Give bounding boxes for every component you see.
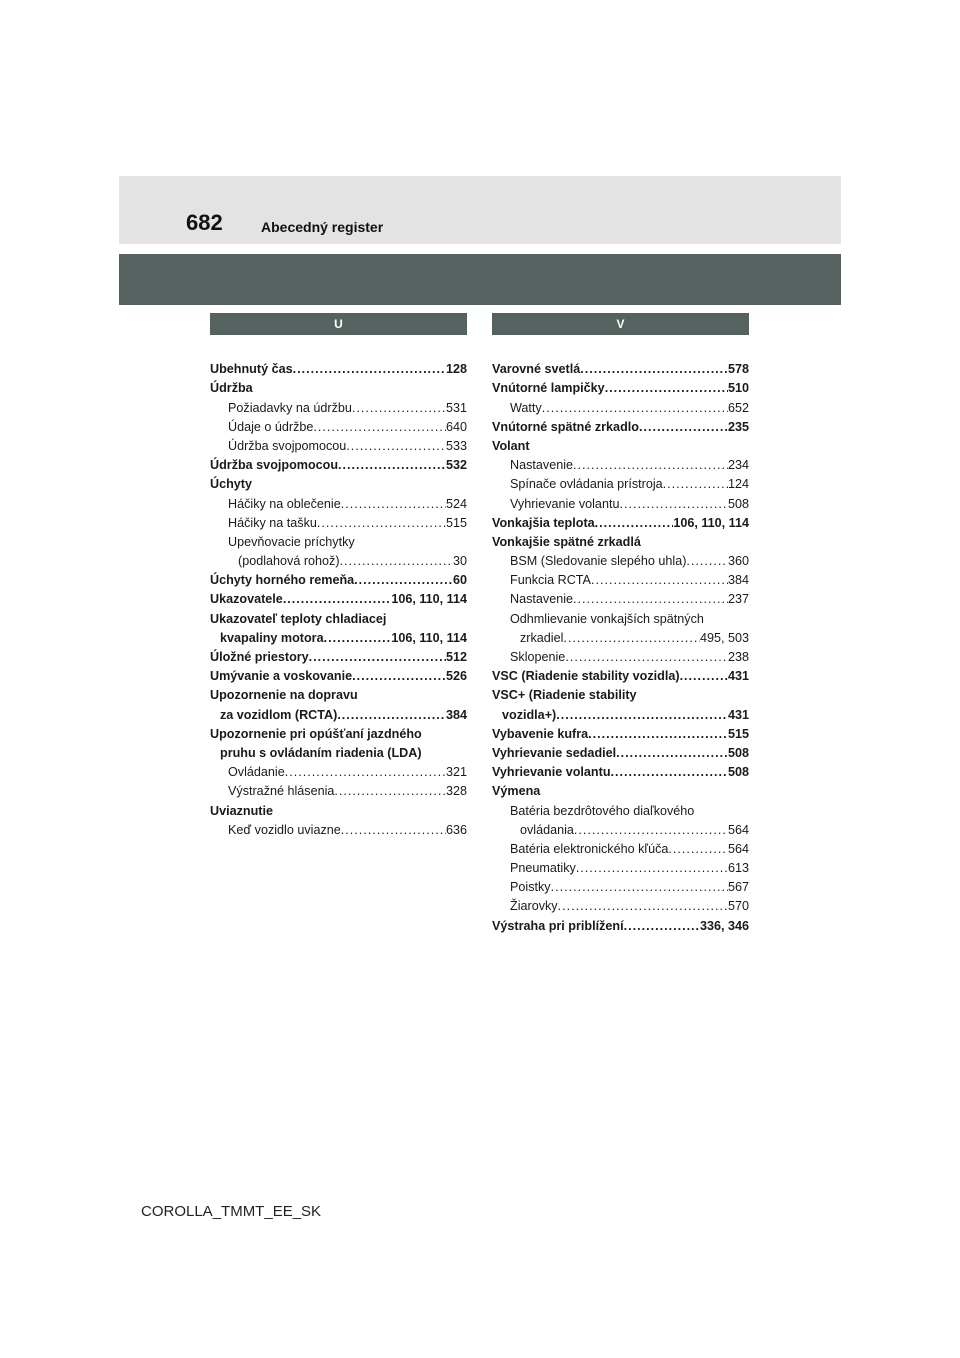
index-entry (492, 913, 749, 932)
entry-page-ref: 238 (727, 650, 749, 664)
dot-leader (285, 765, 446, 779)
index-column-v (492, 313, 749, 933)
entry-term: za vozidlom (RCTA) (220, 707, 338, 722)
entry-page-ref: 336, 346 (699, 918, 749, 933)
entry-page-ref: 526 (445, 669, 467, 684)
entry-term: Vonkajšie spätné zrkadlá (492, 534, 641, 549)
index-entry (492, 626, 749, 645)
index-entry (210, 568, 467, 587)
entry-term: VSC (Riadenie stability vozidla) (492, 669, 680, 684)
index-entry (492, 530, 749, 549)
index-entry (492, 491, 749, 510)
entry-page-ref: 431 (727, 669, 749, 684)
entry-page-ref: 640 (445, 419, 467, 434)
chapter-band (119, 254, 841, 305)
entry-term: Spínače ovládania prístroja (510, 477, 663, 492)
page-number: 682 (186, 210, 223, 235)
entry-page-ref: 321 (445, 765, 467, 780)
entry-term: Umývanie a voskovanie (210, 669, 353, 684)
index-entry (492, 511, 749, 530)
entry-term: Ukazovateľ teploty chladiacej (210, 611, 387, 626)
index-entry (210, 434, 467, 453)
index-entry (492, 683, 749, 702)
index-entry (210, 722, 467, 741)
index-entry (492, 376, 749, 395)
letter-heading-u: U (210, 313, 467, 335)
index-entry (210, 626, 467, 645)
index-entry (210, 453, 467, 472)
entry-term: Ukazovatele (210, 592, 283, 607)
dot-leader (558, 899, 728, 913)
entry-page-ref: 128 (445, 362, 467, 377)
entry-term: Údržba svojpomocou (210, 458, 339, 473)
index-entry (210, 549, 467, 568)
dot-leader (542, 401, 728, 415)
dot-leader (293, 362, 446, 376)
entry-page-ref: 235 (727, 419, 749, 434)
dot-leader (573, 458, 728, 472)
index-entry (210, 779, 467, 798)
index-entry (492, 741, 749, 760)
index-entry (492, 549, 749, 568)
index-entry (492, 818, 749, 837)
index-entry (492, 606, 749, 625)
entry-term: Výstraha pri priblížení (492, 918, 624, 933)
entry-page-ref: 431 (727, 707, 749, 722)
index-entry (210, 760, 467, 779)
index-entry (492, 395, 749, 414)
dot-leader (309, 650, 446, 664)
entry-term: Úložné priestory (210, 650, 309, 664)
index-entry (210, 818, 467, 837)
index-entry (210, 376, 467, 395)
index-entry (492, 722, 749, 741)
entry-page-ref: 328 (445, 784, 467, 799)
dot-leader (556, 708, 728, 722)
index-entry (210, 664, 467, 683)
index-entry (492, 645, 749, 664)
dot-leader (605, 381, 728, 395)
dot-leader (346, 439, 446, 453)
entry-page-ref: 384 (727, 573, 749, 588)
entry-page-ref: 570 (727, 899, 749, 914)
entry-term: Údržba (210, 381, 253, 396)
index-entry (492, 702, 749, 721)
entry-page-ref: 512 (445, 650, 467, 664)
dot-leader (619, 497, 728, 511)
dot-leader (317, 516, 446, 530)
dot-leader (663, 477, 728, 491)
dot-leader (551, 880, 728, 894)
entry-term: Vyhrievanie volantu (510, 496, 620, 511)
entry-page-ref: 524 (445, 496, 467, 511)
index-entry (210, 645, 467, 664)
dot-leader (334, 784, 446, 798)
entry-term: Batéria bezdrôtového diaľkového (510, 803, 695, 818)
entry-term: Vonkajšia teplota (492, 515, 595, 530)
entry-page-ref: 508 (727, 765, 749, 780)
index-entry (492, 664, 749, 683)
dot-leader (563, 631, 700, 645)
index-entry (492, 798, 749, 817)
index-entry (210, 491, 467, 510)
entry-page-ref: 510 (727, 381, 749, 396)
entry-term: Vybavenie kufra (492, 726, 589, 741)
index-entry (210, 606, 467, 625)
index-entry (492, 434, 749, 453)
entry-page-ref: 532 (445, 458, 467, 473)
entry-term: Údržba svojpomocou (228, 438, 347, 453)
entry-page-ref: 515 (727, 726, 749, 741)
entry-term: Upozornenie pri opúšťaní jazdného (210, 726, 422, 741)
letter-heading-v: V (492, 313, 749, 335)
dot-leader (680, 669, 728, 683)
index-entry (492, 568, 749, 587)
entry-term: Nastavenie (510, 458, 574, 473)
entry-term: Volant (492, 438, 530, 453)
dot-leader (595, 516, 674, 530)
index-entry (492, 875, 749, 894)
dot-leader (624, 919, 700, 933)
entry-term: Funkcia RCTA (510, 573, 591, 588)
dot-leader (283, 592, 392, 606)
entry-term: Požiadavky na údržbu (228, 400, 352, 415)
index-entry (210, 472, 467, 491)
section-title: Abecedný register (261, 219, 384, 235)
dot-leader (337, 708, 446, 722)
dot-leader (591, 573, 728, 587)
index-entry (492, 587, 749, 606)
entry-term: Nastavenie (510, 592, 574, 607)
entry-page-ref: 495, 503 (699, 630, 749, 645)
dot-leader (616, 746, 728, 760)
entry-page-ref: 652 (727, 400, 749, 415)
entry-term: Výstražné hlásenia (228, 784, 335, 799)
index-entry (210, 530, 467, 549)
dot-leader (611, 765, 728, 779)
entry-term: pruhu s ovládaním riadenia (LDA) (220, 745, 422, 760)
index-entry (210, 415, 467, 434)
index-entry (210, 511, 467, 530)
index-entry (492, 837, 749, 856)
entry-page-ref: 508 (727, 745, 749, 760)
dot-leader (352, 401, 446, 415)
index-entry (492, 760, 749, 779)
entry-term: Varovné svetlá (492, 362, 581, 377)
entry-page-ref: 531 (445, 400, 467, 415)
dot-leader (588, 727, 728, 741)
entry-term: Údaje o údržbe (228, 419, 314, 434)
document-code: COROLLA_TMMT_EE_SK (141, 1203, 322, 1220)
index-entry (492, 453, 749, 472)
entry-term: Úchyty horného remeňa (210, 573, 355, 588)
entry-term: Pneumatiky (510, 861, 576, 876)
dot-leader (639, 420, 728, 434)
entry-term: kvapaliny motora (220, 630, 324, 645)
entry-term: Vnútorné spätné zrkadlo (492, 419, 639, 434)
entry-page-ref: 234 (727, 458, 749, 473)
entry-term: ovládania (520, 822, 574, 837)
entry-page-ref: 533 (445, 438, 467, 453)
entry-term: Ubehnutý čas (210, 362, 293, 377)
entry-page-ref: 124 (727, 477, 749, 492)
entry-term: Batéria elektronického kľúča (510, 841, 669, 856)
index-entry (210, 741, 467, 760)
index-entry (492, 894, 749, 913)
dot-leader (338, 458, 446, 472)
index-entry (492, 415, 749, 434)
entry-page-ref: 106, 110, 114 (391, 630, 467, 645)
entry-page-ref: 564 (727, 841, 749, 856)
dot-leader (341, 823, 446, 837)
index-entry (210, 683, 467, 702)
entry-term: Ovládanie (228, 765, 285, 780)
index-entry (492, 856, 749, 875)
entry-page-ref: 636 (445, 822, 467, 837)
dot-leader (313, 420, 446, 434)
entry-page-ref: 106, 110, 114 (673, 515, 749, 530)
index-entries-u (210, 357, 467, 837)
entry-term: zrkadiel (520, 630, 564, 645)
entry-page-ref: 360 (727, 554, 749, 569)
entry-page-ref: 384 (445, 707, 467, 722)
index-entry (210, 395, 467, 414)
dot-leader (574, 823, 728, 837)
entry-term: Watty (510, 400, 542, 415)
entry-page-ref: 567 (727, 880, 749, 895)
index-entry (210, 587, 467, 606)
entry-term: Keď vozidlo uviazne (228, 822, 341, 837)
entry-term: Uviaznutie (210, 803, 273, 818)
index-entries-v (492, 357, 749, 933)
dot-leader (354, 573, 453, 587)
index-entry (492, 779, 749, 798)
dot-leader (352, 669, 446, 683)
entry-term: Vnútorné lampičky (492, 381, 605, 396)
entry-term: Žiarovky (510, 899, 558, 914)
entry-term: Vyhrievanie sedadiel (492, 745, 617, 760)
index-entry (492, 357, 749, 376)
entry-page-ref: 60 (452, 573, 467, 588)
dot-leader (668, 842, 728, 856)
dot-leader (341, 497, 446, 511)
entry-term: VSC+ (Riadenie stability (492, 688, 637, 703)
entry-term: (podlahová rohož) (238, 554, 340, 569)
entry-term: Upevňovacie príchytky (228, 534, 355, 549)
dot-leader (340, 554, 453, 568)
entry-page-ref: 613 (727, 861, 749, 876)
entry-page-ref: 578 (727, 362, 749, 377)
index-entry (210, 357, 467, 376)
entry-term: Háčiky na oblečenie (228, 496, 341, 511)
entry-page-ref: 515 (445, 515, 467, 530)
dot-leader (576, 861, 728, 875)
entry-page-ref: 30 (452, 554, 467, 569)
dot-leader (324, 631, 392, 645)
dot-leader (573, 592, 728, 606)
entry-term: Sklopenie (510, 650, 566, 664)
index-column-u (210, 313, 467, 837)
entry-term: Odhmlievanie vonkajších spätných (510, 611, 704, 626)
entry-term: BSM (Sledovanie slepého uhla) (510, 554, 687, 569)
entry-term: Úchyty (210, 477, 252, 492)
entry-term: Poistky (510, 880, 551, 895)
dot-leader (580, 362, 728, 376)
entry-term: Upozornenie na dopravu (210, 688, 358, 703)
dot-leader (565, 650, 728, 664)
index-entry (492, 472, 749, 491)
entry-page-ref: 564 (727, 822, 749, 837)
header-band (119, 176, 841, 244)
entry-page-ref: 508 (727, 496, 749, 511)
entry-page-ref: 106, 110, 114 (391, 592, 467, 607)
dot-leader (686, 554, 728, 568)
entry-term: Háčiky na tašku (228, 515, 317, 530)
index-entry (210, 702, 467, 721)
index-entry (210, 798, 467, 817)
entry-term: Vyhrievanie volantu (492, 765, 611, 780)
entry-page-ref: 237 (727, 592, 749, 607)
entry-term: vozidla+) (502, 707, 557, 722)
entry-term: Výmena (492, 784, 541, 799)
